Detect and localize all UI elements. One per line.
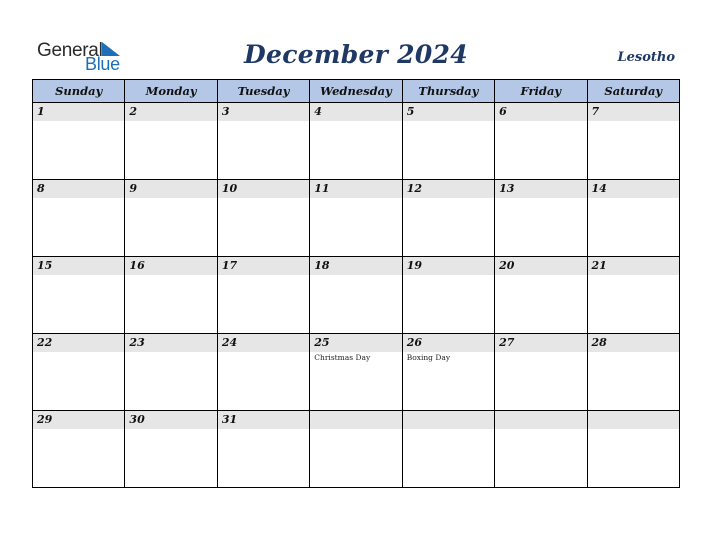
week-row	[33, 180, 680, 257]
day-cell	[125, 257, 217, 334]
day-cell	[125, 334, 217, 411]
day-number: 3	[218, 103, 309, 121]
day-cell	[217, 411, 309, 488]
day-cell	[310, 103, 402, 180]
day-cell	[495, 257, 587, 334]
day-cell	[125, 180, 217, 257]
weekday-header: Thursday	[402, 80, 494, 103]
day-number: 17	[218, 257, 309, 275]
day-cell	[33, 334, 125, 411]
day-cell	[587, 180, 679, 257]
weekday-header: Wednesday	[310, 80, 402, 103]
day-cell	[33, 257, 125, 334]
day-number: 18	[310, 257, 401, 275]
day-cell	[402, 411, 494, 488]
day-cell	[217, 103, 309, 180]
logo-word-blue: Blue	[85, 54, 120, 74]
day-cell	[587, 411, 679, 488]
day-cell	[310, 411, 402, 488]
day-number: 12	[403, 180, 494, 198]
day-number: 31	[218, 411, 309, 429]
country-label: Lesotho	[617, 50, 675, 65]
day-cell	[33, 180, 125, 257]
day-number: 16	[125, 257, 216, 275]
day-number: 8	[33, 180, 124, 198]
day-cell	[495, 103, 587, 180]
day-number: 30	[125, 411, 216, 429]
day-number: 22	[33, 334, 124, 352]
day-number	[310, 411, 401, 429]
weekday-header: Friday	[495, 80, 587, 103]
holiday-label: Christmas Day	[314, 353, 371, 362]
day-number: 28	[588, 334, 679, 352]
day-number: 5	[403, 103, 494, 121]
day-number: 7	[588, 103, 679, 121]
day-cell	[495, 334, 587, 411]
calendar-grid	[32, 79, 680, 488]
week-row	[33, 411, 680, 488]
day-number: 1	[33, 103, 124, 121]
weekday-header: Tuesday	[217, 80, 309, 103]
weekday-header: Saturday	[587, 80, 679, 103]
day-cell	[402, 334, 494, 411]
week-row	[33, 257, 680, 334]
day-number: 2	[125, 103, 216, 121]
day-number: 23	[125, 334, 216, 352]
day-cell	[33, 411, 125, 488]
day-number	[495, 411, 586, 429]
day-number: 19	[403, 257, 494, 275]
day-number: 24	[218, 334, 309, 352]
day-number: 14	[588, 180, 679, 198]
calendar-title: December 2024	[244, 40, 468, 69]
week-row	[33, 334, 680, 411]
day-cell	[125, 103, 217, 180]
day-number: 29	[33, 411, 124, 429]
day-cell	[587, 334, 679, 411]
week-row	[33, 103, 680, 180]
day-cell	[587, 257, 679, 334]
day-cell	[402, 257, 494, 334]
day-cell	[310, 257, 402, 334]
day-cell	[125, 411, 217, 488]
day-number: 21	[588, 257, 679, 275]
day-number: 15	[33, 257, 124, 275]
day-cell	[402, 103, 494, 180]
day-number: 11	[310, 180, 401, 198]
day-cell	[310, 180, 402, 257]
day-number	[588, 411, 679, 429]
day-cell	[495, 180, 587, 257]
day-number: 20	[495, 257, 586, 275]
day-number: 9	[125, 180, 216, 198]
weekday-header: Monday	[125, 80, 217, 103]
day-number: 27	[495, 334, 586, 352]
weekday-header-row	[33, 80, 680, 103]
day-cell	[33, 103, 125, 180]
day-cell	[217, 180, 309, 257]
day-number: 10	[218, 180, 309, 198]
day-number: 25	[310, 334, 401, 352]
day-cell	[310, 334, 402, 411]
day-number: 4	[310, 103, 401, 121]
day-cell	[402, 180, 494, 257]
day-cell	[217, 334, 309, 411]
day-number	[403, 411, 494, 429]
weekday-header: Sunday	[33, 80, 125, 103]
logo-word-general: General	[37, 40, 103, 61]
day-cell	[495, 411, 587, 488]
day-number: 6	[495, 103, 586, 121]
day-number: 26	[403, 334, 494, 352]
holiday-label: Boxing Day	[406, 353, 451, 362]
day-cell	[217, 257, 309, 334]
day-cell	[587, 103, 679, 180]
day-number: 13	[495, 180, 586, 198]
